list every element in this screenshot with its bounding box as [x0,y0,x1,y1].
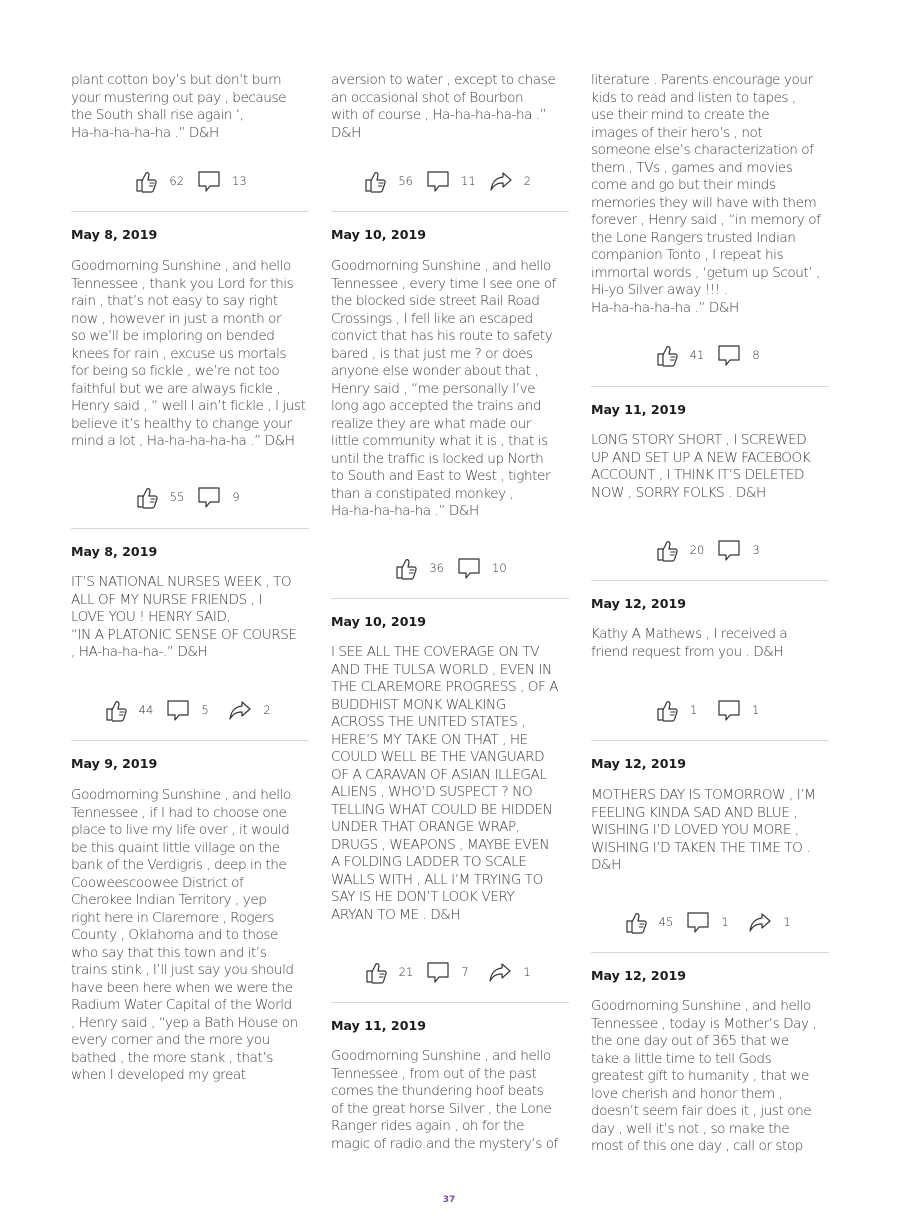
post-divider [71,740,309,741]
post-text: LONG STORY SHORT , I SCREWED UP AND SET UP A NEW FACEBOOK ACCOUNT , I THINK IT’S DELETED NOW , SORRY FOLKS . D&H [591,432,811,501]
post [331,72,569,142]
post-text: IT’S NATIONAL NURSES WEEK , TO ALL OF MY NURSE FRIENDS , I LOVE YOU ! HENRY SAID, “IN A PLATONIC SENSE OF COURSE , HA-ha-ha-ha-.” D&H [71,574,297,660]
comment-count: 8 [752,348,760,362]
post [591,72,829,317]
share-icon [227,697,253,723]
post-date: May 9, 2019 [71,756,158,771]
like-icon [623,909,649,935]
like-icon [654,537,680,563]
post [331,227,569,242]
share-stat[interactable] [488,168,538,194]
post-stats [71,167,309,195]
post-divider [591,952,829,953]
like-stat[interactable] [103,697,154,723]
post-date: May 8, 2019 [71,227,158,242]
post-divider [591,580,829,581]
post-divider [331,598,569,599]
post-text: literature . Parents encourage your kids to read and listen to tapes , use their mind to create the images of their hero’s , not someone else’s characterization of them , TVs , games and movies come and go but their minds memories they will have with them forever , Henry said , “in memory of the Lone Rangers trusted Indian companion Tonto , I repeat his immortal words , ‘getum up Scout’ , Hi-yo Silver away !!! . Ha-ha-ha-ha-ha .” D&H [591,72,821,316]
like-stat[interactable] [654,697,704,723]
post [331,258,569,521]
like-stat[interactable] [362,168,413,194]
comment-stat[interactable] [456,555,507,581]
post-divider [591,740,829,741]
post-text: Goodmorning Sunshine , and hello Tennessee , today is Mother’s Day , the one day out of 365 that we take a little time to tell Gods greatest gift to humanity , that we love cherish and honor them , doesn’t seem fair does it , just one day , well it’s not , so make the most of this one day , call or stop [591,998,817,1154]
share-icon [747,909,773,935]
like-stat[interactable] [623,909,674,935]
post-text: aversion to water , except to chase an occasional shot of Bourbon with of course , Ha-ha-ha-ha-ha .” D&H [331,72,556,141]
post-divider [71,528,309,529]
share-count: 1 [523,965,531,979]
post-stats [331,167,569,195]
post [591,626,829,661]
comment-icon [425,168,451,194]
comment-stat[interactable] [716,537,766,563]
comment-count: 10 [492,561,507,575]
like-count: 62 [169,174,184,188]
comment-stat[interactable] [425,959,475,985]
like-count: 44 [138,703,154,717]
like-stat[interactable] [654,342,705,368]
comment-icon [456,555,482,581]
like-icon [393,555,419,581]
like-count: 1 [690,703,698,717]
comment-icon [196,484,222,510]
comment-icon [716,697,742,723]
like-stat[interactable] [393,555,444,581]
post-date: May 12, 2019 [591,596,686,611]
post [71,544,309,559]
comment-stat[interactable] [425,168,476,194]
like-icon [133,168,159,194]
post-text: Goodmorning Sunshine , and hello Tennessee , thank you Lord for this rain , that’s not easy to say right now , however in just a month or so we’ll be imploring on bended knees for rain , excuse us mortals for being so fickle , we’re not too faithful but we are always fickle , Henry said , “ well I ain’t fickle , I just believe it’s healthy to change your mind a lot , Ha-ha-ha-ha-ha .” D&H [71,258,306,449]
comment-count: 1 [752,703,760,717]
page-number: 37 [442,1195,456,1205]
post-stats [331,958,569,986]
post-date: May 12, 2019 [591,756,686,771]
like-count: 36 [429,561,444,575]
comment-icon [196,168,222,194]
like-icon [363,959,389,985]
post [591,402,829,417]
post-text: I SEE ALL THE COVERAGE ON TV AND THE TULSA WORLD , EVEN IN THE CLAREMORE PROGRESS , OF A BUDDHIST MONK WALKING ACROSS THE UNITED STATES , HERE’S MY TAKE ON THAT , HE COULD WELL BE THE VANGUARD OF A CARAVAN OF ASIAN ILLEGAL ALIENS , WHO’D SUSPECT ? NO TELLING WHAT COULD BE HIDDEN UNDER THAT ORANGE WRAP, DRUGS , WEAPONS , MAYBE EVEN A FOLDING LADDER TO SCALE WALLS WITH , ALL I’M TRYING TO SAY IS HE DON’T LOOK VERY ARYAN TO ME . D&H [331,644,559,923]
like-stat[interactable] [654,537,705,563]
post-stats [591,341,829,369]
post-text: MOTHERS DAY IS TOMORROW , I’M FEELING KINDA SAD AND BLUE , WISHING I’D LOVED YOU MORE , WISHING I’D TAKEN THE TIME TO . D&H [591,787,816,873]
like-stat[interactable] [363,959,414,985]
post [331,1018,569,1033]
like-count: 56 [398,174,413,188]
post-date: May 8, 2019 [71,544,158,559]
post-divider [331,211,569,212]
post [71,574,309,662]
like-count: 20 [689,543,705,557]
post [71,787,309,1085]
comment-count: 11 [461,174,476,188]
post-stats [591,696,829,724]
like-count: 55 [169,490,185,504]
post [71,756,309,771]
post-divider [71,211,309,212]
like-count: 21 [398,965,414,979]
comment-count: 13 [232,174,247,188]
share-stat[interactable] [487,959,537,985]
post [331,1048,569,1153]
post-date: May 10, 2019 [331,614,426,629]
comment-stat[interactable] [716,697,766,723]
post [591,432,829,502]
like-icon [362,168,388,194]
like-icon [134,484,160,510]
post-text: Goodmorning Sunshine , and hello Tennessee , from out of the past comes the thundering hoof beats of the great horse Silver , the Lone Ranger rides again , oh for the magic of radio and the mystery’s of [331,1048,558,1152]
share-stat[interactable] [227,697,277,723]
comment-stat[interactable] [685,909,735,935]
post-text: Goodmorning Sunshine , and hello Tennessee , if I had to choose one place to live my life over , it would be this quaint little village on the bank of the Verdigris , deep in the Cooweescoowee District of Cherokee Indian Territory , yep right here in Claremore , Rogers County , Oklahoma and to those who say that this town and it’s trains stink , I’ll just say you should have been here when we were the Radium Water Capital of the World , Henry said , “yep a Bath House on every corner and the more you bathed , the more stank , that’s when I developed my great [71,787,298,1083]
post-date: May 11, 2019 [591,402,686,417]
post-stats [331,554,569,582]
comment-stat[interactable] [165,697,215,723]
post-stats [591,536,829,564]
post-text: Kathy A Mathews , I received a friend request from you . D&H [591,626,788,660]
post-text: Goodmorning Sunshine , and hello Tennessee , every time I see one of the blocked side street Rail Road Crossings , I fell like an escaped convict that has his route to safety bared , is that just me ? or does anyone else wonder about that , Henry said , “me personally I’ve long ago accepted the trains and realize they are what made our little community what it is , that is until the traffic is locked up North to South and East to West , tighter than a constipated monkey , Ha-ha-ha-ha-ha .” D&H [331,258,556,519]
like-count: 41 [689,348,705,362]
share-stat[interactable] [747,909,797,935]
like-icon [103,697,129,723]
like-icon [654,342,680,368]
post [591,596,829,611]
like-count: 45 [658,915,674,929]
post-divider [591,386,829,387]
comment-icon [716,342,742,368]
comment-icon [685,909,711,935]
share-count: 1 [783,915,791,929]
post [71,258,309,451]
post [331,614,569,629]
post-stats [591,908,829,936]
post [71,227,309,242]
share-count: 2 [523,174,531,188]
comment-count: 3 [752,543,760,557]
post-text: plant cotton boy’s but don’t burn your mustering out pay , because the South shall rise again ‘, Ha-ha-ha-ha-ha .” D&H [71,72,286,141]
comment-stat[interactable] [196,484,246,510]
post [71,72,309,142]
like-stat[interactable] [133,168,184,194]
comment-stat[interactable] [716,342,766,368]
comment-icon [425,959,451,985]
post [591,756,829,771]
share-count: 2 [263,703,271,717]
post [591,968,829,983]
post-stats [71,696,309,724]
post-date: May 12, 2019 [591,968,686,983]
post [591,998,829,1156]
share-icon [487,959,513,985]
comment-count: 5 [201,703,209,717]
like-stat[interactable] [134,484,185,510]
comment-icon [716,537,742,563]
post-stats [71,483,309,511]
comment-count: 9 [232,490,240,504]
comment-count: 7 [461,965,469,979]
comment-icon [165,697,191,723]
post-date: May 10, 2019 [331,227,426,242]
comment-count: 1 [721,915,729,929]
post [591,787,829,875]
comment-stat[interactable] [196,168,247,194]
post-divider [331,1002,569,1003]
post-date: May 11, 2019 [331,1018,426,1033]
share-icon [488,168,514,194]
like-icon [654,697,680,723]
post [331,644,569,924]
